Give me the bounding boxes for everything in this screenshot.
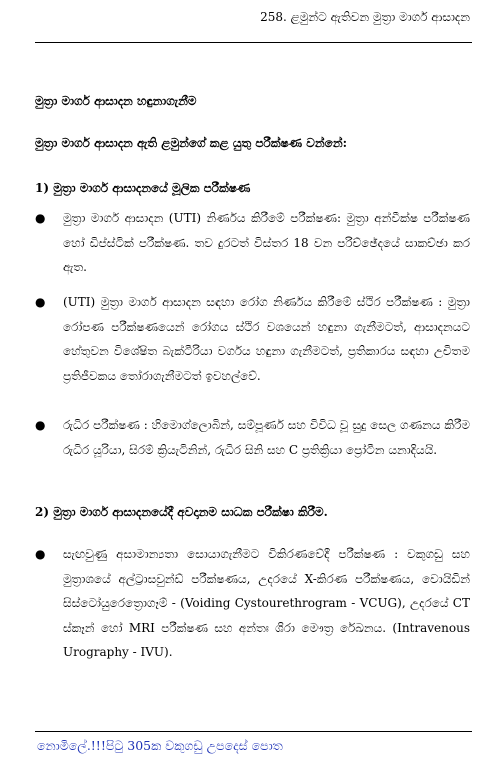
question-heading: මුත්‍රා මාර්ග ආසාදන ඇති ළමුන්ගේ කළ යුතු පරීක්ෂණ වන්නේ: [35, 136, 348, 150]
bullet-icon: ● [35, 295, 46, 309]
bullet-icon: ● [35, 211, 46, 225]
bullet-text: මුත්‍රා මාර්ග ආසාදන (UTI) නිර්ණය කිරීමේ පරීක්ෂණ: මුත්‍රා අන්වීක්ෂ පරීක්ෂණ හෝ ඩිප්ස්ටික් පරීක්ෂණ. තව දුරටත් විස්තර 18 වන පරිච්ඡේදයේ සාකච්ඡා කර ඇත. [63, 211, 470, 274]
bullet-icon: ● [35, 418, 46, 432]
footer-rule [35, 731, 472, 732]
list-item [35, 542, 470, 665]
bullet-text: සැඟවුණු අසාමාන්‍යතා සොයාගැනීමට විකිරණවේදී පරීක්ෂණ : වකුගඩු සහ මුත්‍රාශයේ අල්ට්‍රාසවුන්ඩ් පරීක්ෂණය, උදරයේ X-කිරණ පරීක්ෂණය, වොයිඩින් සිස්ටෝයුරෙත්‍රොගෑම් - (Voiding Cystourethrogram - VCUG), උදරයේ CT ස්කෑන් හෝ MRI පරීක්ෂණ සහ අන්තඃ ශිරා මෞත්‍ර රේඛනය. (Intravenous Urography - IVU). [63, 547, 470, 659]
list-item [35, 206, 470, 280]
bullet-text: (UTI) මුත්‍රා මාර්ග ආසාදන සඳහා රෝග නිර්ණය කිරීමේ ස්ථිර පරීක්ෂණ : මුත්‍රා රෝපණ පරීක්ෂණයෙන් රෝගය ස්ථිර වශයෙන් හඳුනා ගැනීමටත්, ආසාදනයට හේතුවන විශේෂිත බැක්ටීරියා වර්ගය හඳුනා ගැනීමටත්, ප්‍රතිකාරය සඳහා උචිතම ප්‍රතිජීවකය තෝරාගැනීමටත් ඉවහල්වේ. [63, 295, 470, 383]
section-title: මුත්‍රා මාර්ග ආසාදන හඳුනාගැනීම [35, 94, 197, 108]
section1-heading: 1) මුත්‍රා මාර්ග ආසාදනයේ මූලික පරීක්ෂණ [35, 181, 251, 195]
section2-heading: 2) මුත්‍රා මාර්ග ආසාදනයේදී අවදානම සාධක පරීක්ෂා කිරීම. [35, 505, 328, 519]
page-header: 258. ළමුන්ට ඇතිවන මුත්‍රා මාර්ග ආසාදන [260, 10, 470, 24]
header-rule [35, 42, 472, 43]
footer-text: නොමිලේ.!!!පිටු 305ක වකුගඩු උපදෙස් පොත [37, 738, 283, 753]
bullet-text: රුධිර පරීක්ෂණ : හිමොග්ලොබින්, සම්පූර්ණ සහ විවිධ වූ සුදු සෙල ගණනය කිරීම රුධිර යූරියා, සිරම් ක්‍රියැටිනින්, රුධිර සිනි සහ C ප්‍රතික්‍රියා ප්‍රෝටීන යනාදියයි. [63, 418, 470, 457]
list-item [35, 290, 470, 388]
list-item [35, 413, 470, 462]
bullet-icon: ● [35, 547, 46, 561]
